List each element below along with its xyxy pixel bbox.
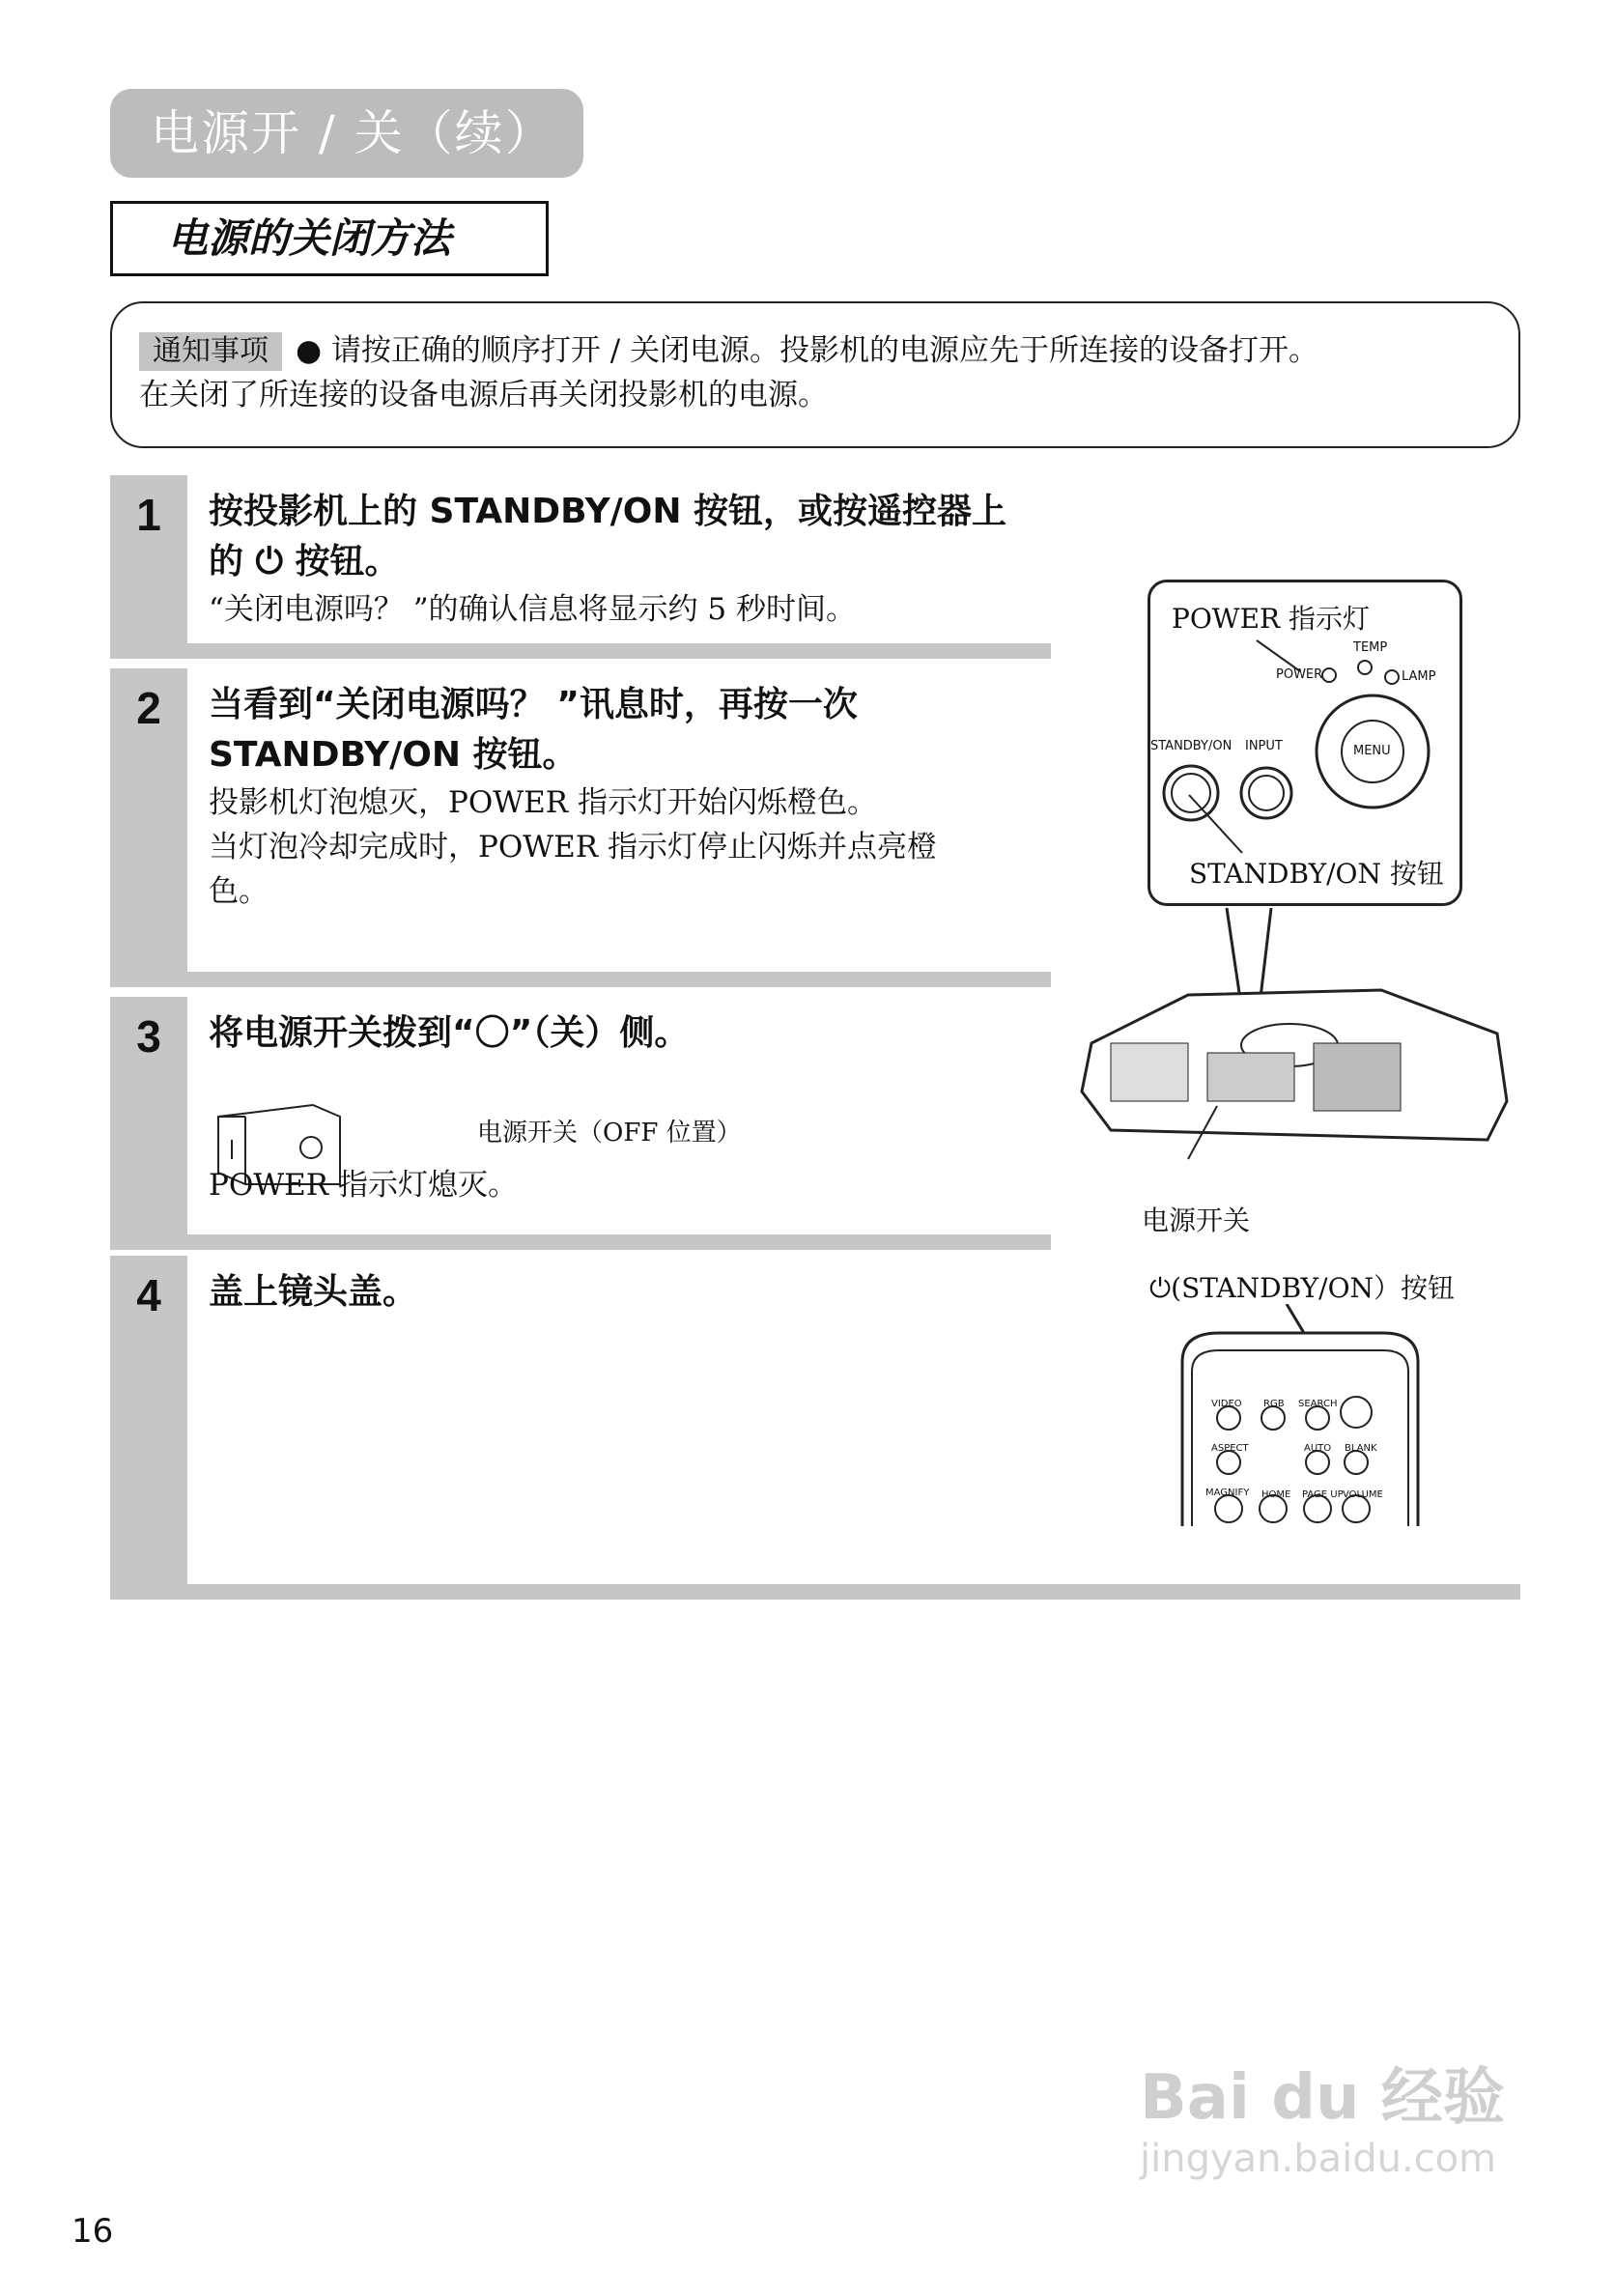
watermark-url: jingyan.baidu.com — [1140, 2137, 1497, 2181]
step-title-line-1: 盖上镜头盖。 — [209, 1272, 418, 1312]
remote-key-label: VIDEO — [1211, 1399, 1242, 1409]
step-body-line-3: 色。 — [209, 874, 269, 909]
remote-key-label: RGB — [1263, 1399, 1285, 1409]
control-panel-figure — [1148, 580, 1462, 906]
notice-box — [110, 301, 1520, 448]
standby-button-label: STANDBY/ON 按钮 — [1189, 858, 1444, 890]
watermark-brand: Bai du 经验 — [1140, 2062, 1505, 2134]
step-title-line-2: STANDBY/ON 按钮。 — [209, 735, 578, 775]
step-title-line-2: 的 ⏻ 按钮。 — [209, 542, 400, 581]
notice-label: 通知事项 — [139, 332, 282, 371]
remote-key-label: MAGNIFY — [1205, 1488, 1250, 1498]
lamp-label: LAMP — [1402, 669, 1436, 684]
remote-key-label: PAGE UP — [1302, 1489, 1344, 1500]
step-3 — [110, 997, 1051, 1250]
step-title-line-1: 当看到“关闭电源吗？ ”讯息时，再按一次 — [209, 685, 858, 724]
step-1 — [110, 475, 1051, 659]
notice-line-2: 在关闭了所连接的设备电源后再关闭投影机的电源。 — [139, 378, 828, 412]
notice-line-1: ● 请按正确的顺序打开 / 关闭电源。投影机的电源应先于所连接的设备打开。 — [296, 333, 1319, 368]
step-number: 3 — [136, 1011, 161, 1062]
page-number: 16 — [71, 2212, 114, 2251]
step-number: 2 — [136, 683, 161, 733]
section-title: 电源开 / 关（续） — [110, 89, 583, 178]
power-small-label: POWER — [1276, 667, 1323, 682]
step-body-line-1: 投影机灯泡熄灭，POWER 指示灯开始闪烁橙色。 — [209, 785, 877, 820]
remote-key-label: VOLUME — [1343, 1489, 1383, 1500]
standby-small-label: STANDBY/ON — [1150, 739, 1232, 753]
power-indicator-label: POWER 指示灯 — [1172, 603, 1370, 635]
input-small-label: INPUT — [1245, 739, 1283, 753]
step-title-line-1: 按投影机上的 STANDBY/ON 按钮，或按遥控器上 — [209, 492, 1007, 531]
remote-key-label: SEARCH — [1298, 1399, 1338, 1409]
remote-key-label: BLANK — [1345, 1443, 1377, 1454]
step-title-line-1: 将电源开关拨到“〇”（关）侧。 — [209, 1013, 690, 1053]
menu-small-label: MENU — [1353, 744, 1391, 758]
remote-key-label: HOME — [1261, 1489, 1291, 1500]
remote-key-label: ASPECT — [1211, 1443, 1249, 1454]
step-2 — [110, 668, 1051, 987]
projector-drawing — [1072, 898, 1516, 1169]
remote-button-label: ⏻(STANDBY/ON）按钮 — [1149, 1272, 1456, 1304]
switch-label: 电源开关（OFF 位置） — [477, 1119, 742, 1148]
step-body-line-1: POWER 指示灯熄灭。 — [209, 1168, 518, 1203]
step-body-line-1: “关闭电源吗？ ”的确认信息将显示约 5 秒时间。 — [209, 592, 856, 627]
watermark — [1140, 2048, 1505, 2181]
remote-key-label: AUTO — [1304, 1443, 1332, 1454]
step-body-line-2: 当灯泡冷却完成时，POWER 指示灯停止闪烁并点亮橙 — [209, 830, 937, 865]
step-number: 1 — [136, 490, 161, 540]
temp-label: TEMP — [1353, 640, 1388, 655]
power-switch-label: 电源开关 — [1142, 1205, 1251, 1236]
subsection-title: 电源的关闭方法 — [110, 201, 549, 276]
step-number: 4 — [136, 1270, 161, 1320]
